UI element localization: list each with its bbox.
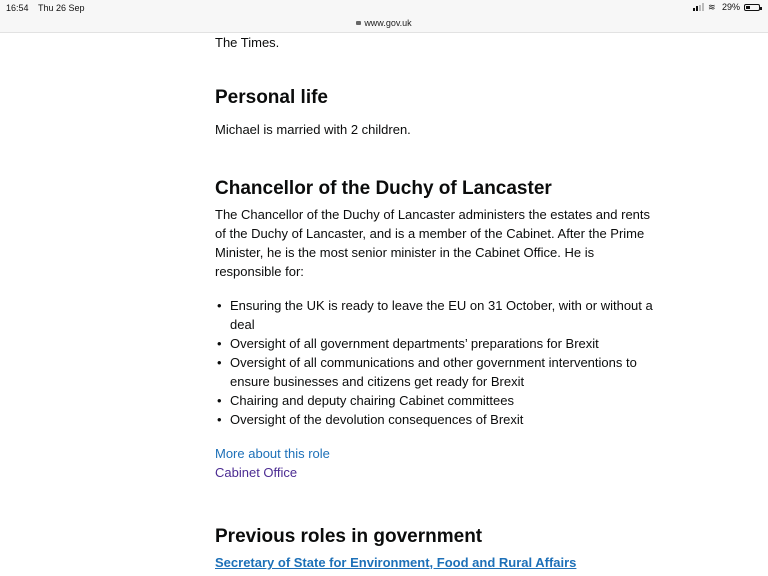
battery-percent: 29% bbox=[721, 2, 740, 12]
main-content bbox=[215, 33, 685, 572]
battery-icon bbox=[744, 4, 760, 11]
responsibilities-list bbox=[215, 296, 685, 429]
url-text: www.gov.uk bbox=[364, 18, 412, 28]
intro-tail-text: The Times. bbox=[215, 35, 280, 50]
role-description-line: The Chancellor of the Duchy of Lancaster administers the estates and rents bbox=[215, 207, 651, 222]
lock-icon bbox=[356, 21, 361, 25]
status-bar bbox=[0, 0, 768, 16]
personal-life-heading: Personal life bbox=[215, 87, 328, 108]
role-description-line: of the Duchy of Lancaster, and is a member of the Cabinet. After the Prime bbox=[215, 226, 645, 241]
signal-icon bbox=[693, 3, 704, 11]
role-description-line: responsible for: bbox=[215, 264, 304, 279]
list-item: • Oversight of all communications and other government interventions to ensure businesses and citizens get ready for Brexit bbox=[215, 353, 685, 391]
role-description bbox=[215, 205, 685, 281]
list-item: • Oversight of the devolution consequences of Brexit bbox=[215, 410, 685, 429]
list-item: • Ensuring the UK is ready to leave the EU on 31 October, with or without a deal bbox=[215, 296, 685, 334]
status-time: 16:54 bbox=[6, 3, 29, 13]
previous-roles-heading: Previous roles in government bbox=[215, 526, 483, 547]
previous-role-link[interactable]: Secretary of State for Environment, Food and Rural Affairs bbox=[215, 555, 577, 570]
cabinet-office-link[interactable]: Cabinet Office bbox=[215, 465, 298, 480]
personal-life-text: Michael is married with 2 children. bbox=[215, 122, 411, 137]
role-heading: Chancellor of the Duchy of Lancaster bbox=[215, 178, 552, 199]
status-date: Thu 26 Sep bbox=[38, 3, 85, 13]
list-item: • Chairing and deputy chairing Cabinet committees bbox=[215, 391, 685, 410]
status-right bbox=[693, 2, 760, 12]
wifi-icon: ≋ bbox=[707, 2, 716, 12]
role-description-line: Minister, he is the most senior minister in the Cabinet Office. He is bbox=[215, 245, 595, 260]
list-item: • Oversight of all government departments’ preparations for Brexit bbox=[215, 334, 685, 353]
url-bar[interactable] bbox=[0, 16, 768, 33]
more-about-role-link[interactable]: More about this role bbox=[215, 446, 330, 461]
